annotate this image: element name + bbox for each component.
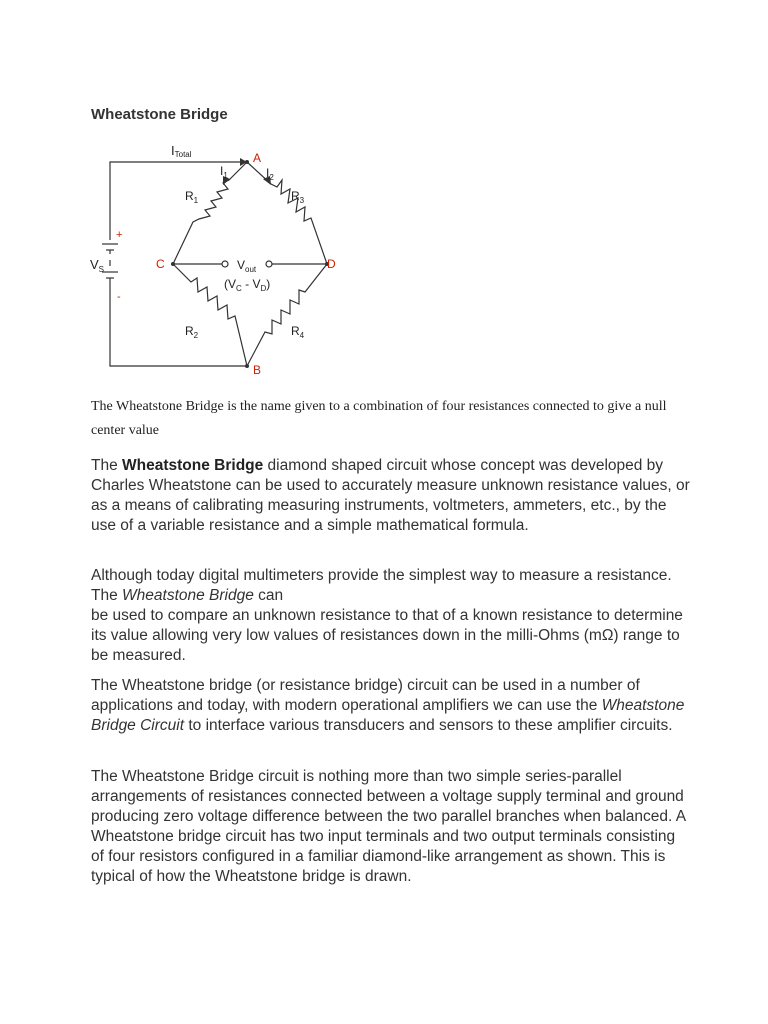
paragraph-intro: [91, 456, 691, 536]
p2-italic-term: Wheatstone Bridge: [122, 587, 254, 604]
label-vout: $V_{out}$: [237, 258, 257, 274]
p2-text-mid: can: [253, 587, 284, 604]
label-vc-minus-vd: $(V_C - V_D)$: [224, 277, 271, 293]
label-node-c: C: [156, 257, 165, 271]
label-i2: $I_2$: [266, 166, 274, 182]
p3-text-end: to interface various transducers and sensors to these amplifier circuits.: [184, 717, 673, 734]
node-b-dot: [245, 364, 249, 368]
label-r3: $R_3$: [291, 189, 305, 205]
p1-text-start: The: [91, 457, 123, 474]
label-node-d: D: [327, 257, 336, 271]
vout-terminal-left: [222, 261, 228, 267]
resistor-r1-symbol: [173, 162, 247, 264]
p2-text-end: be used to compare an unknown resistance to that of a known resistance to determine its value allowing very low values of resistances down in the milli-Ohms (mΩ) range to be measured.: [91, 607, 683, 664]
p2-text-start: Although today digital multimeters provide the simplest way to measure a resistance. The: [91, 567, 672, 604]
node-c-dot: [171, 262, 175, 266]
label-vs: $V_S$: [90, 257, 105, 274]
label-i-total: ITotal: [171, 143, 192, 159]
label-i1: $I_1$: [220, 164, 228, 180]
figure-caption: The Wheatstone Bridge is the name given to a combination of four resistances connected to give a null center value: [91, 399, 667, 438]
label-plus: +: [116, 229, 123, 241]
label-minus: -: [117, 291, 121, 303]
label-r1: $R_1$: [185, 189, 199, 205]
paragraph-multimeters: [91, 566, 691, 666]
wheatstone-bridge-diagram: [85, 140, 365, 380]
bottom-supply-wire: [110, 282, 247, 366]
label-node-a: A: [253, 151, 262, 165]
label-r4: $R_4$: [291, 324, 305, 340]
vout-terminal-right: [266, 261, 272, 267]
paragraph-description: The Wheatstone Bridge circuit is nothing more than two simple series-parallel arrangements of resistances connected between a voltage supply terminal and ground producing zero voltage difference between the two parallel branches when balanced. A Wheatstone bridge circuit has two input terminals and two output terminals consisting of four resistors configured in a familiar diamond-like arrangement as shown. This is typical of how the Wheatstone bridge is drawn.: [91, 768, 686, 885]
p3-italic-term: Wheatstone Bridge Circuit: [91, 697, 685, 734]
paragraph-applications: [91, 676, 691, 736]
p1-text-end: diamond shaped circuit whose concept was developed by Charles Wheatstone can be used to accurately measure unknown resistance values, or as a means of calibrating measuring instruments, voltmeters, ammeters, etc., by the use of a variable resistance and a simple mathematical formula.: [91, 457, 690, 534]
p1-bold-term: Wheatstone Bridge: [122, 457, 264, 474]
p3-text-start: The Wheatstone bridge (or resistance bridge) circuit can be used in a number of applications and today, with modern operational amplifiers we can use the: [91, 677, 640, 714]
label-r2: $R_2$: [185, 324, 199, 340]
page-title: Wheatstone Bridge: [91, 106, 228, 123]
label-node-b: B: [253, 363, 262, 377]
resistor-r3-symbol: [247, 162, 327, 264]
node-a-dot: [245, 160, 249, 164]
